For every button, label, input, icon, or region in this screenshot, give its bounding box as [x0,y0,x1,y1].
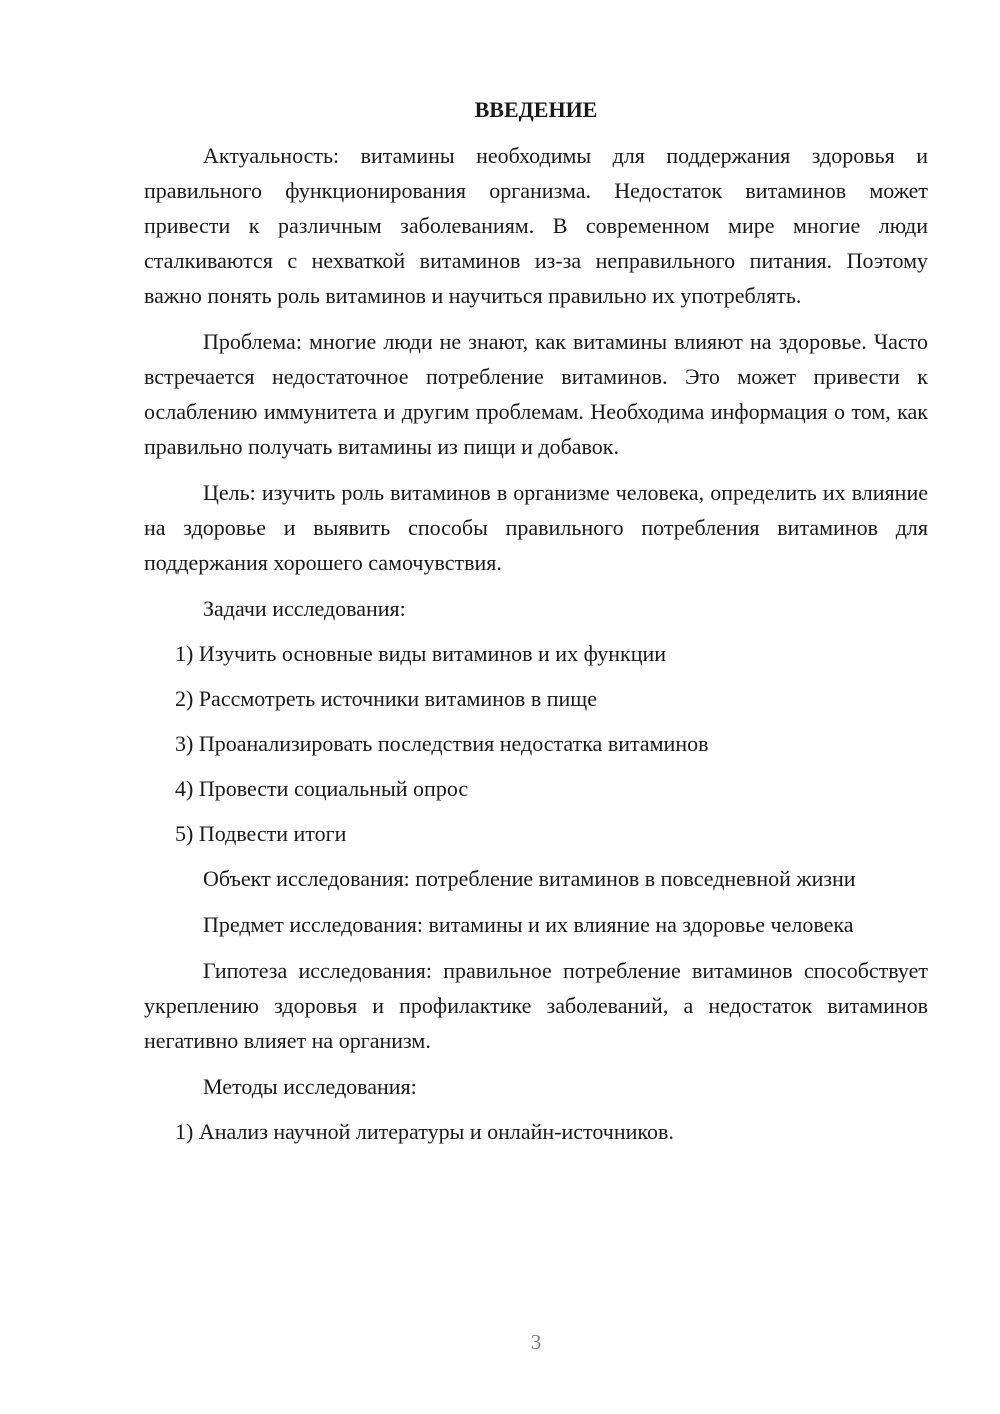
tasks-list [144,636,928,851]
task-item: 5) Подвести итоги [175,821,347,846]
task-item: 1) Изучить основные виды витаминов и их функции [175,641,667,666]
page-title: ВВЕДЕНИЕ [474,97,598,122]
subject-paragraph: Предмет исследования: витамины и их влияние на здоровье человека [203,912,854,937]
task-item: 4) Провести социальный опрос [175,776,469,801]
page-number: 3 [530,1330,542,1354]
methods-heading: Методы исследования: [203,1074,417,1099]
tasks-heading: Задачи исследования: [203,596,406,621]
page-content [144,92,928,1159]
method-item: 1) Анализ научной литературы и онлайн-источников. [175,1119,674,1144]
object-paragraph: Объект исследования: потребление витаминов в повседневной жизни [203,866,856,891]
task-item: 3) Проанализировать последствия недостатка витаминов [175,731,709,756]
problem-paragraph: Проблема: многие люди не знают, как витамины влияют на здоровье. Часто встречается недостаточное потребление витаминов. Это может привести к ослаблению иммунитета и другим проблемам. Необходима информация о том, как правильно получать витамины из пищи и добавок. [144,329,928,459]
task-item: 2) Рассмотреть источники витаминов в пище [175,686,597,711]
hypothesis-paragraph: Гипотеза исследования: правильное потребление витаминов способствует укреплению здоровья и профилактике заболеваний, а недостаток витаминов негативно влияет на организм. [144,958,928,1053]
goal-paragraph: Цель: изучить роль витаминов в организме человека, определить их влияние на здоровье и выявить способы правильного потребления витаминов для поддержания хорошего самочувствия. [144,480,928,575]
methods-list [144,1114,928,1149]
relevance-paragraph: Актуальность: витамины необходимы для поддержания здоровья и правильного функционирования организма. Недостаток витаминов может привести к различным заболеваниям. В современном мире многие люди сталкиваются с нехваткой витаминов из-за неправильного питания. Поэтому важно понять роль витаминов и научиться правильно их употреблять. [144,143,928,308]
